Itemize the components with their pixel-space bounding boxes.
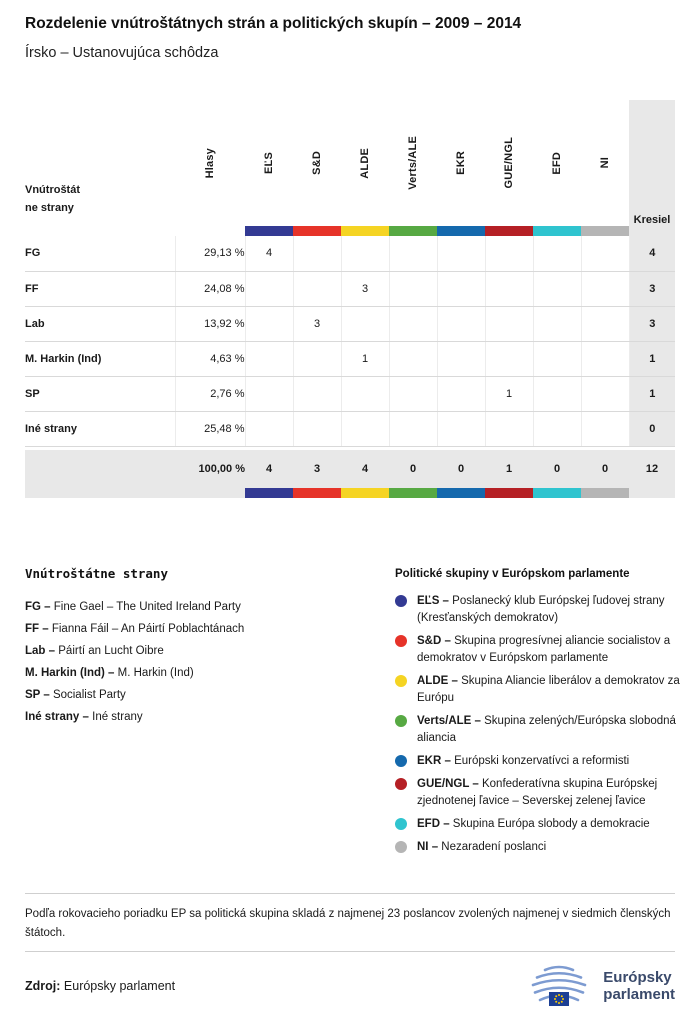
total-seats-cell: 4 [245, 450, 293, 488]
table-row [25, 341, 675, 376]
seats-cell [533, 306, 581, 341]
seats-cell [245, 411, 293, 446]
alde-color-dot [395, 675, 407, 687]
legend-item: EĽS – Poslanecký klub Európskej ľudovej strany (Kresťanských demokratov) [395, 593, 687, 627]
table-row [25, 271, 675, 306]
seats-cell [581, 306, 629, 341]
seats-cell [293, 341, 341, 376]
kresiel-cell: 3 [629, 271, 675, 306]
source-value: Európsky parlament [63, 979, 176, 993]
total-seats-cell: 3 [293, 450, 341, 488]
group-color-bars-bottom [25, 488, 675, 498]
legend-item: Lab – Páirtí an Lucht Oibre [25, 645, 164, 657]
page-subtitle: Írsko – Ustanovujúca schôdza [25, 45, 219, 61]
ep-logo-icon [523, 963, 595, 1009]
seats-cell [437, 271, 485, 306]
votes-cell: 4,63 % [175, 341, 245, 376]
group-header-verts-ale: Verts/ALE [407, 136, 419, 190]
seats-cell [293, 236, 341, 271]
divider-line [25, 893, 675, 894]
page-title: Rozdelenie vnútroštátnych strán a politických skupín – 2009 – 2014 [25, 15, 522, 32]
political-groups-legend [395, 568, 687, 862]
table-header-row [25, 100, 675, 226]
seats-cell [485, 341, 533, 376]
seats-cell [485, 271, 533, 306]
seats-cell [293, 411, 341, 446]
seats-cell [581, 341, 629, 376]
votes-cell: 13,92 % [175, 306, 245, 341]
seats-cell: 4 [245, 236, 293, 271]
table-row [25, 411, 675, 446]
seats-cell [341, 306, 389, 341]
seats-cell [437, 376, 485, 411]
seats-cell [485, 236, 533, 271]
seats-cell: 3 [293, 306, 341, 341]
group-color-bars-top [25, 226, 675, 236]
seats-cell [389, 411, 437, 446]
national-parties-legend [25, 566, 365, 728]
els-color-bar [245, 488, 293, 498]
efd-color-bar [533, 226, 581, 236]
seats-cell [341, 236, 389, 271]
seats-cell [437, 341, 485, 376]
seats-cell [293, 376, 341, 411]
total-seats-cell: 0 [389, 450, 437, 488]
ni-color-bar [581, 226, 629, 236]
gue-ngl-color-bar [485, 226, 533, 236]
party-name: FF [25, 271, 175, 306]
legend-item: EKR – Európski konzervatívci a reformisti [395, 753, 687, 770]
efd-color-dot [395, 818, 407, 830]
group-header-ekr: EKR [455, 151, 467, 175]
seats-cell [389, 271, 437, 306]
els-color-dot [395, 595, 407, 607]
seats-cell [581, 376, 629, 411]
kresiel-column-header: Kresiel [629, 100, 675, 226]
seats-cell [581, 271, 629, 306]
kresiel-cell: 0 [629, 411, 675, 446]
seats-cell [245, 271, 293, 306]
seats-cell [341, 376, 389, 411]
total-votes-cell: 100,00 % [175, 450, 245, 488]
verts-ale-color-bar [389, 226, 437, 236]
legend-item: Iné strany – Iné strany [25, 711, 143, 723]
votes-cell: 25,48 % [175, 411, 245, 446]
total-seats-cell: 1 [485, 450, 533, 488]
seats-cell [437, 411, 485, 446]
group-header-alde: ALDE [359, 147, 371, 179]
group-header-els: EĽS [263, 152, 275, 174]
party-name: Lab [25, 306, 175, 341]
seats-cell: 1 [485, 376, 533, 411]
gue-ngl-color-dot [395, 778, 407, 790]
ni-color-bar [581, 488, 629, 498]
table-row [25, 236, 675, 271]
seats-cell [533, 236, 581, 271]
party-name: Iné strany [25, 411, 175, 446]
kresiel-cell: 3 [629, 306, 675, 341]
group-header-ni: NI [599, 157, 611, 169]
seats-cell [437, 236, 485, 271]
total-kresiel-cell: 12 [629, 450, 675, 488]
party-name: FG [25, 236, 175, 271]
seats-cell [245, 341, 293, 376]
footer [25, 960, 675, 1012]
hlasy-column-header: Hlasy [204, 147, 216, 179]
total-seats-cell: 0 [533, 450, 581, 488]
source-label: Zdroj: [25, 979, 61, 993]
seats-cell [389, 341, 437, 376]
alde-color-bar [341, 488, 389, 498]
party-name: SP [25, 376, 175, 411]
votes-cell: 2,76 % [175, 376, 245, 411]
seats-cell [293, 271, 341, 306]
seats-cell [581, 411, 629, 446]
votes-cell: 24,08 % [175, 271, 245, 306]
divider-line [25, 951, 675, 952]
seats-cell [389, 376, 437, 411]
seats-cell: 1 [341, 341, 389, 376]
total-seats-cell: 0 [581, 450, 629, 488]
total-seats-cell: 0 [437, 450, 485, 488]
seats-cell [533, 271, 581, 306]
kresiel-cell: 1 [629, 341, 675, 376]
political-groups-legend-header: Politické skupiny v Európskom parlamente [395, 568, 630, 580]
table-total-row [25, 450, 675, 488]
legend-item: ALDE – Skupina Aliancie liberálov a demokratov za Európu [395, 673, 687, 707]
seats-cell [533, 376, 581, 411]
ekr-color-bar [437, 488, 485, 498]
legend-item: FF – Fianna Fáil – An Páirtí Poblachtánach [25, 623, 245, 635]
efd-color-bar [533, 488, 581, 498]
els-color-bar [245, 226, 293, 236]
votes-cell: 29,13 % [175, 236, 245, 271]
table-row [25, 306, 675, 341]
legend-item: S&D – Skupina progresívnej aliancie socialistov a demokratov v Európskom parlamente [395, 633, 687, 667]
sd-color-bar [293, 226, 341, 236]
legend-item: NI – Nezaradení poslanci [395, 839, 687, 856]
table-row [25, 376, 675, 411]
source-line [25, 979, 175, 993]
seats-table [25, 100, 675, 498]
seats-cell [245, 306, 293, 341]
sd-color-dot [395, 635, 407, 647]
verts-ale-color-dot [395, 715, 407, 727]
seats-cell [485, 306, 533, 341]
seats-cell [485, 411, 533, 446]
seats-cell [533, 341, 581, 376]
european-parliament-logo [523, 963, 675, 1009]
kresiel-cell: 4 [629, 236, 675, 271]
legend-item: GUE/NGL – Konfederatívna skupina Európskej zjednotenej ľavice – Severskej zelenej ľavice [395, 776, 687, 810]
footnote: Podľa rokovacieho poriadku EP sa politická skupina skladá z najmenej 23 poslancov zvolených najmenej v siedmich členských štátoch. [25, 908, 671, 939]
kresiel-cell: 1 [629, 376, 675, 411]
ni-color-dot [395, 841, 407, 853]
group-header-efd: EFD [551, 151, 563, 175]
national-parties-legend-header: Vnútroštátne strany [25, 566, 168, 581]
ep-logo-text: Európsky parlament [603, 969, 675, 1003]
legend-item: Verts/ALE – Skupina zelených/Európska slobodná aliancia [395, 713, 687, 747]
group-header-sd: S&D [311, 151, 323, 175]
seats-cell: 3 [341, 271, 389, 306]
seats-cell [389, 306, 437, 341]
first-column-header: Vnútroštátne strany [25, 183, 80, 215]
group-header-gue-ngl: GUE/NGL [503, 137, 515, 189]
verts-ale-color-bar [389, 488, 437, 498]
ekr-color-dot [395, 755, 407, 767]
sd-color-bar [293, 488, 341, 498]
total-seats-cell: 4 [341, 450, 389, 488]
seats-cell [533, 411, 581, 446]
legend-item: M. Harkin (Ind) – M. Harkin (Ind) [25, 667, 194, 679]
alde-color-bar [341, 226, 389, 236]
seats-cell [245, 376, 293, 411]
seats-cell [581, 236, 629, 271]
legend-item: SP – Socialist Party [25, 689, 126, 701]
seats-cell [341, 411, 389, 446]
seats-cell [437, 306, 485, 341]
party-name: M. Harkin (Ind) [25, 341, 175, 376]
legend-item: EFD – Skupina Európa slobody a demokracie [395, 816, 687, 833]
gue-ngl-color-bar [485, 488, 533, 498]
legend-item: FG – Fine Gael – The United Ireland Party [25, 601, 241, 613]
ekr-color-bar [437, 226, 485, 236]
seats-cell [389, 236, 437, 271]
